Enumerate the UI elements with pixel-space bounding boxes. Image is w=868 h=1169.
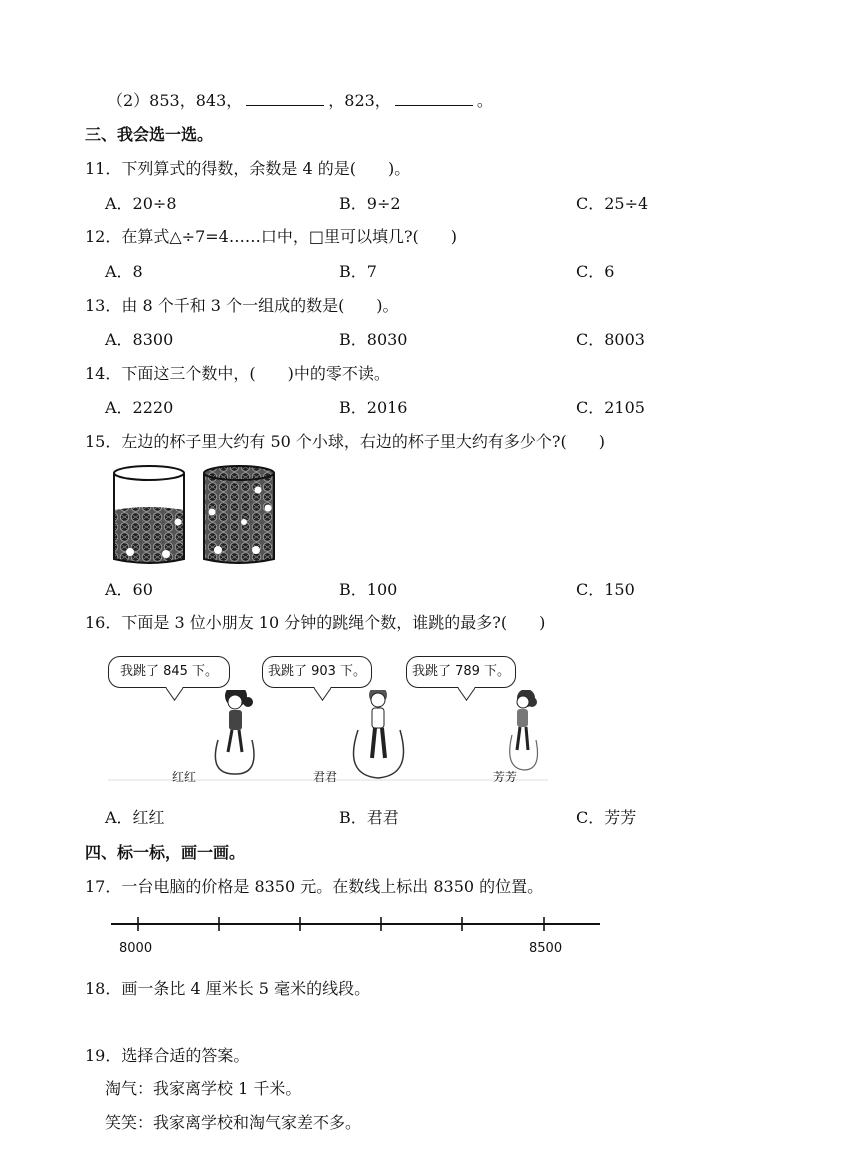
left-cup-rim bbox=[114, 466, 184, 480]
q11-option-c[interactable]: C．25÷4 bbox=[576, 194, 649, 213]
question-10-part-2 bbox=[107, 90, 493, 112]
q14-option-b[interactable]: B．2016 bbox=[339, 398, 408, 417]
kid-name-junjun: 君君 bbox=[313, 770, 338, 784]
q13-option-b[interactable]: B．8030 bbox=[339, 330, 408, 349]
q14-option-a[interactable]: A．2220 bbox=[105, 398, 174, 417]
question-13-stem: 13．由 8 个千和 3 个一组成的数是( )。 bbox=[85, 296, 399, 315]
left-cup-balls bbox=[114, 507, 184, 563]
q16-option-b[interactable]: B．君君 bbox=[339, 808, 399, 827]
q12-option-b[interactable]: B．7 bbox=[339, 262, 377, 281]
q16-option-c[interactable]: C．芳芳 bbox=[576, 808, 637, 827]
q16-option-a[interactable]: A．红红 bbox=[105, 808, 165, 827]
cups-figure bbox=[108, 462, 283, 568]
number-line-end-label: 8500 bbox=[529, 941, 563, 956]
number-line[interactable] bbox=[108, 912, 602, 936]
answer-blank-2[interactable] bbox=[395, 91, 473, 106]
q19-line-xiaoxiao: 笑笑：我家离学校和淘气家差不多。 bbox=[105, 1113, 362, 1132]
q15-option-b[interactable]: B．100 bbox=[339, 580, 398, 599]
section-3-heading: 三、我会选一选。 bbox=[85, 125, 214, 144]
q10-end: 。 bbox=[476, 91, 493, 110]
fangfang-figure bbox=[510, 690, 538, 770]
q15-option-a[interactable]: A．60 bbox=[105, 580, 153, 599]
number-line-start-label: 8000 bbox=[119, 941, 153, 956]
speech-bubble-junjun: 我跳了 903 下。 bbox=[262, 656, 372, 688]
q12-option-a[interactable]: A．8 bbox=[105, 262, 143, 281]
answer-blank-1[interactable] bbox=[246, 91, 324, 106]
q10-prefix: （2）853，843， bbox=[107, 91, 243, 110]
question-14-stem: 14．下面这三个数中，( )中的零不读。 bbox=[85, 364, 390, 383]
section-4-heading: 四、标一标，画一画。 bbox=[85, 843, 246, 862]
junjun-figure bbox=[354, 690, 404, 778]
speech-bubble-honghong: 我跳了 845 下。 bbox=[108, 656, 230, 688]
speech-bubble-fangfang: 我跳了 789 下。 bbox=[406, 656, 516, 688]
question-17-stem: 17．一台电脑的价格是 8350 元。在数线上标出 8350 的位置。 bbox=[85, 877, 544, 896]
kid-name-honghong: 红红 bbox=[172, 770, 197, 784]
q14-option-c[interactable]: C．2105 bbox=[576, 398, 645, 417]
question-12-stem: 12．在算式△÷7=4……口中，□里可以填几?( ) bbox=[85, 227, 458, 246]
q15-option-c[interactable]: C．150 bbox=[576, 580, 635, 599]
question-19-stem: 19．选择合适的答案。 bbox=[85, 1046, 250, 1065]
honghong-figure bbox=[215, 690, 254, 774]
kid-name-fangfang: 芳芳 bbox=[493, 770, 518, 784]
question-16-stem: 16．下面是 3 位小朋友 10 分钟的跳绳个数，谁跳的最多?( ) bbox=[85, 613, 546, 632]
q13-option-a[interactable]: A．8300 bbox=[105, 330, 174, 349]
question-15-stem: 15．左边的杯子里大约有 50 个小球，右边的杯子里大约有多少个?( ) bbox=[85, 432, 605, 451]
q11-option-b[interactable]: B．9÷2 bbox=[339, 194, 401, 213]
q11-option-a[interactable]: A．20÷8 bbox=[105, 194, 177, 213]
question-18-stem: 18．画一条比 4 厘米长 5 毫米的线段。 bbox=[85, 979, 371, 998]
q12-option-c[interactable]: C．6 bbox=[576, 262, 615, 281]
q10-mid: ，823， bbox=[328, 91, 391, 110]
q19-line-taoqi: 淘气：我家离学校 1 千米。 bbox=[105, 1079, 302, 1098]
q13-option-c[interactable]: C．8003 bbox=[576, 330, 645, 349]
question-11-stem: 11．下列算式的得数，余数是 4 的是( )。 bbox=[85, 159, 411, 178]
